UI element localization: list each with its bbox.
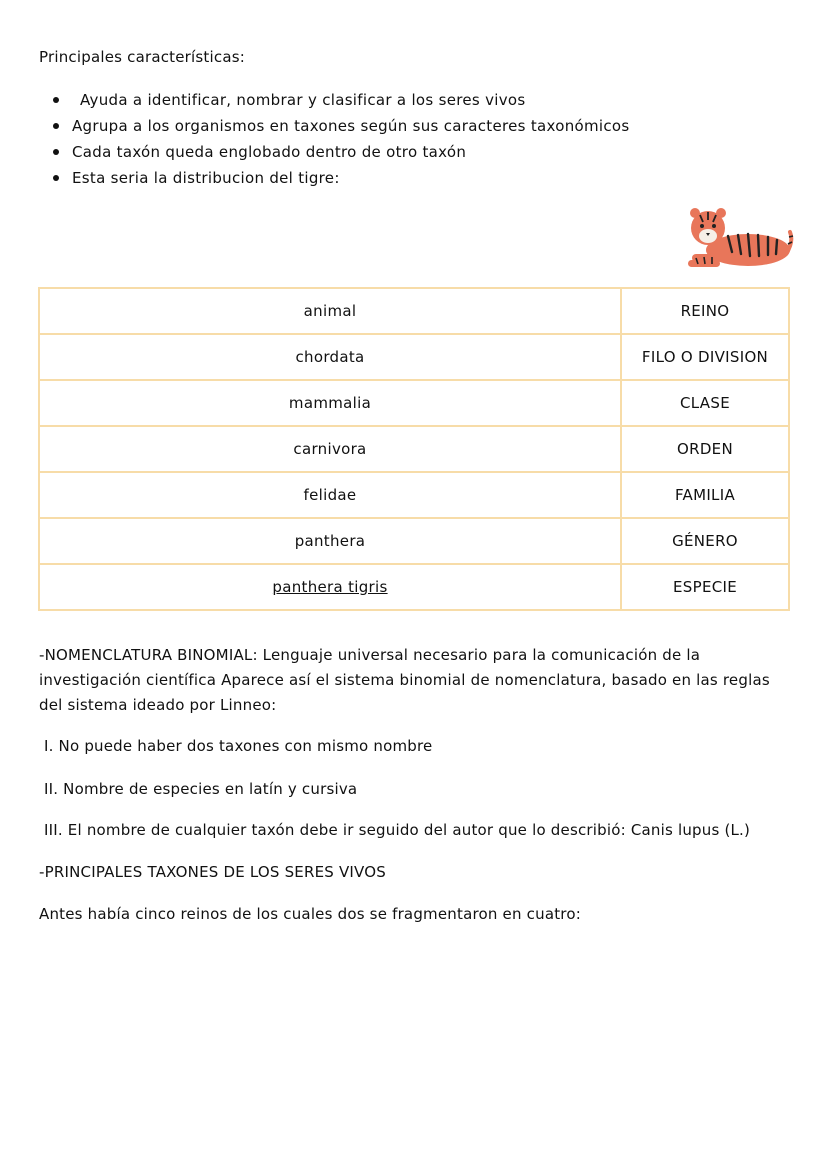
bullet-dot-icon	[53, 175, 59, 181]
taxon-name-cell: animal	[39, 288, 621, 334]
list-item: Agrupa a los organismos en taxones según sus caracteres taxonómicos	[48, 115, 630, 141]
section-title: -PRINCIPALES TAXONES DE LOS SERES VIVOS	[39, 863, 386, 881]
table-row	[39, 518, 789, 564]
table-row	[39, 564, 789, 610]
table-row	[39, 288, 789, 334]
closing-text: Antes había cinco reinos de los cuales dos se fragmentaron en cuatro:	[39, 905, 581, 923]
taxon-rank-cell: REINO	[621, 288, 789, 334]
nomenclature-paragraph: -NOMENCLATURA BINOMIAL: Lenguaje universal necesario para la comunicación de la investigación científica Aparece así el sistema binomial de nomenclatura, basado en las reglas del sistema ideado por Linneo:	[39, 646, 770, 714]
bullet-dot-icon	[53, 97, 59, 103]
taxon-rank-cell: ORDEN	[621, 426, 789, 472]
list-item: Ayuda a identificar, nombrar y clasificar a los seres vivos	[48, 89, 630, 115]
taxon-name-cell: mammalia	[39, 380, 621, 426]
taxon-rank-cell: FAMILIA	[621, 472, 789, 518]
taxon-rank-cell: CLASE	[621, 380, 789, 426]
taxon-rank-cell: ESPECIE	[621, 564, 789, 610]
table-row	[39, 472, 789, 518]
list-item: Cada taxón queda englobado dentro de otro taxón	[48, 141, 630, 167]
rule-item: II. Nombre de especies en latín y cursiva	[44, 780, 358, 798]
rule-item: III. El nombre de cualquier taxón debe ir seguido del autor que lo describió: Canis lupus (L.)	[44, 821, 751, 839]
taxon-name-cell: felidae	[39, 472, 621, 518]
page-heading: Principales características:	[39, 48, 245, 66]
table-row	[39, 334, 789, 380]
list-item: Esta seria la distribucion del tigre:	[48, 167, 630, 193]
table-row	[39, 380, 789, 426]
taxon-rank-cell: GÉNERO	[621, 518, 789, 564]
bullet-dot-icon	[53, 149, 59, 155]
characteristics-list	[48, 89, 630, 193]
species-name: panthera tigris	[272, 578, 388, 596]
tiger-illustration-icon	[678, 202, 794, 274]
taxon-name-cell	[39, 564, 621, 610]
taxon-rank-cell: FILO O DIVISION	[621, 334, 789, 380]
taxon-name-cell: chordata	[39, 334, 621, 380]
taxon-name-cell: panthera	[39, 518, 621, 564]
table-row	[39, 426, 789, 472]
taxonomy-table	[38, 287, 790, 611]
taxon-name-cell: carnivora	[39, 426, 621, 472]
rule-item: I. No puede haber dos taxones con mismo nombre	[44, 737, 433, 755]
bullet-dot-icon	[53, 123, 59, 129]
